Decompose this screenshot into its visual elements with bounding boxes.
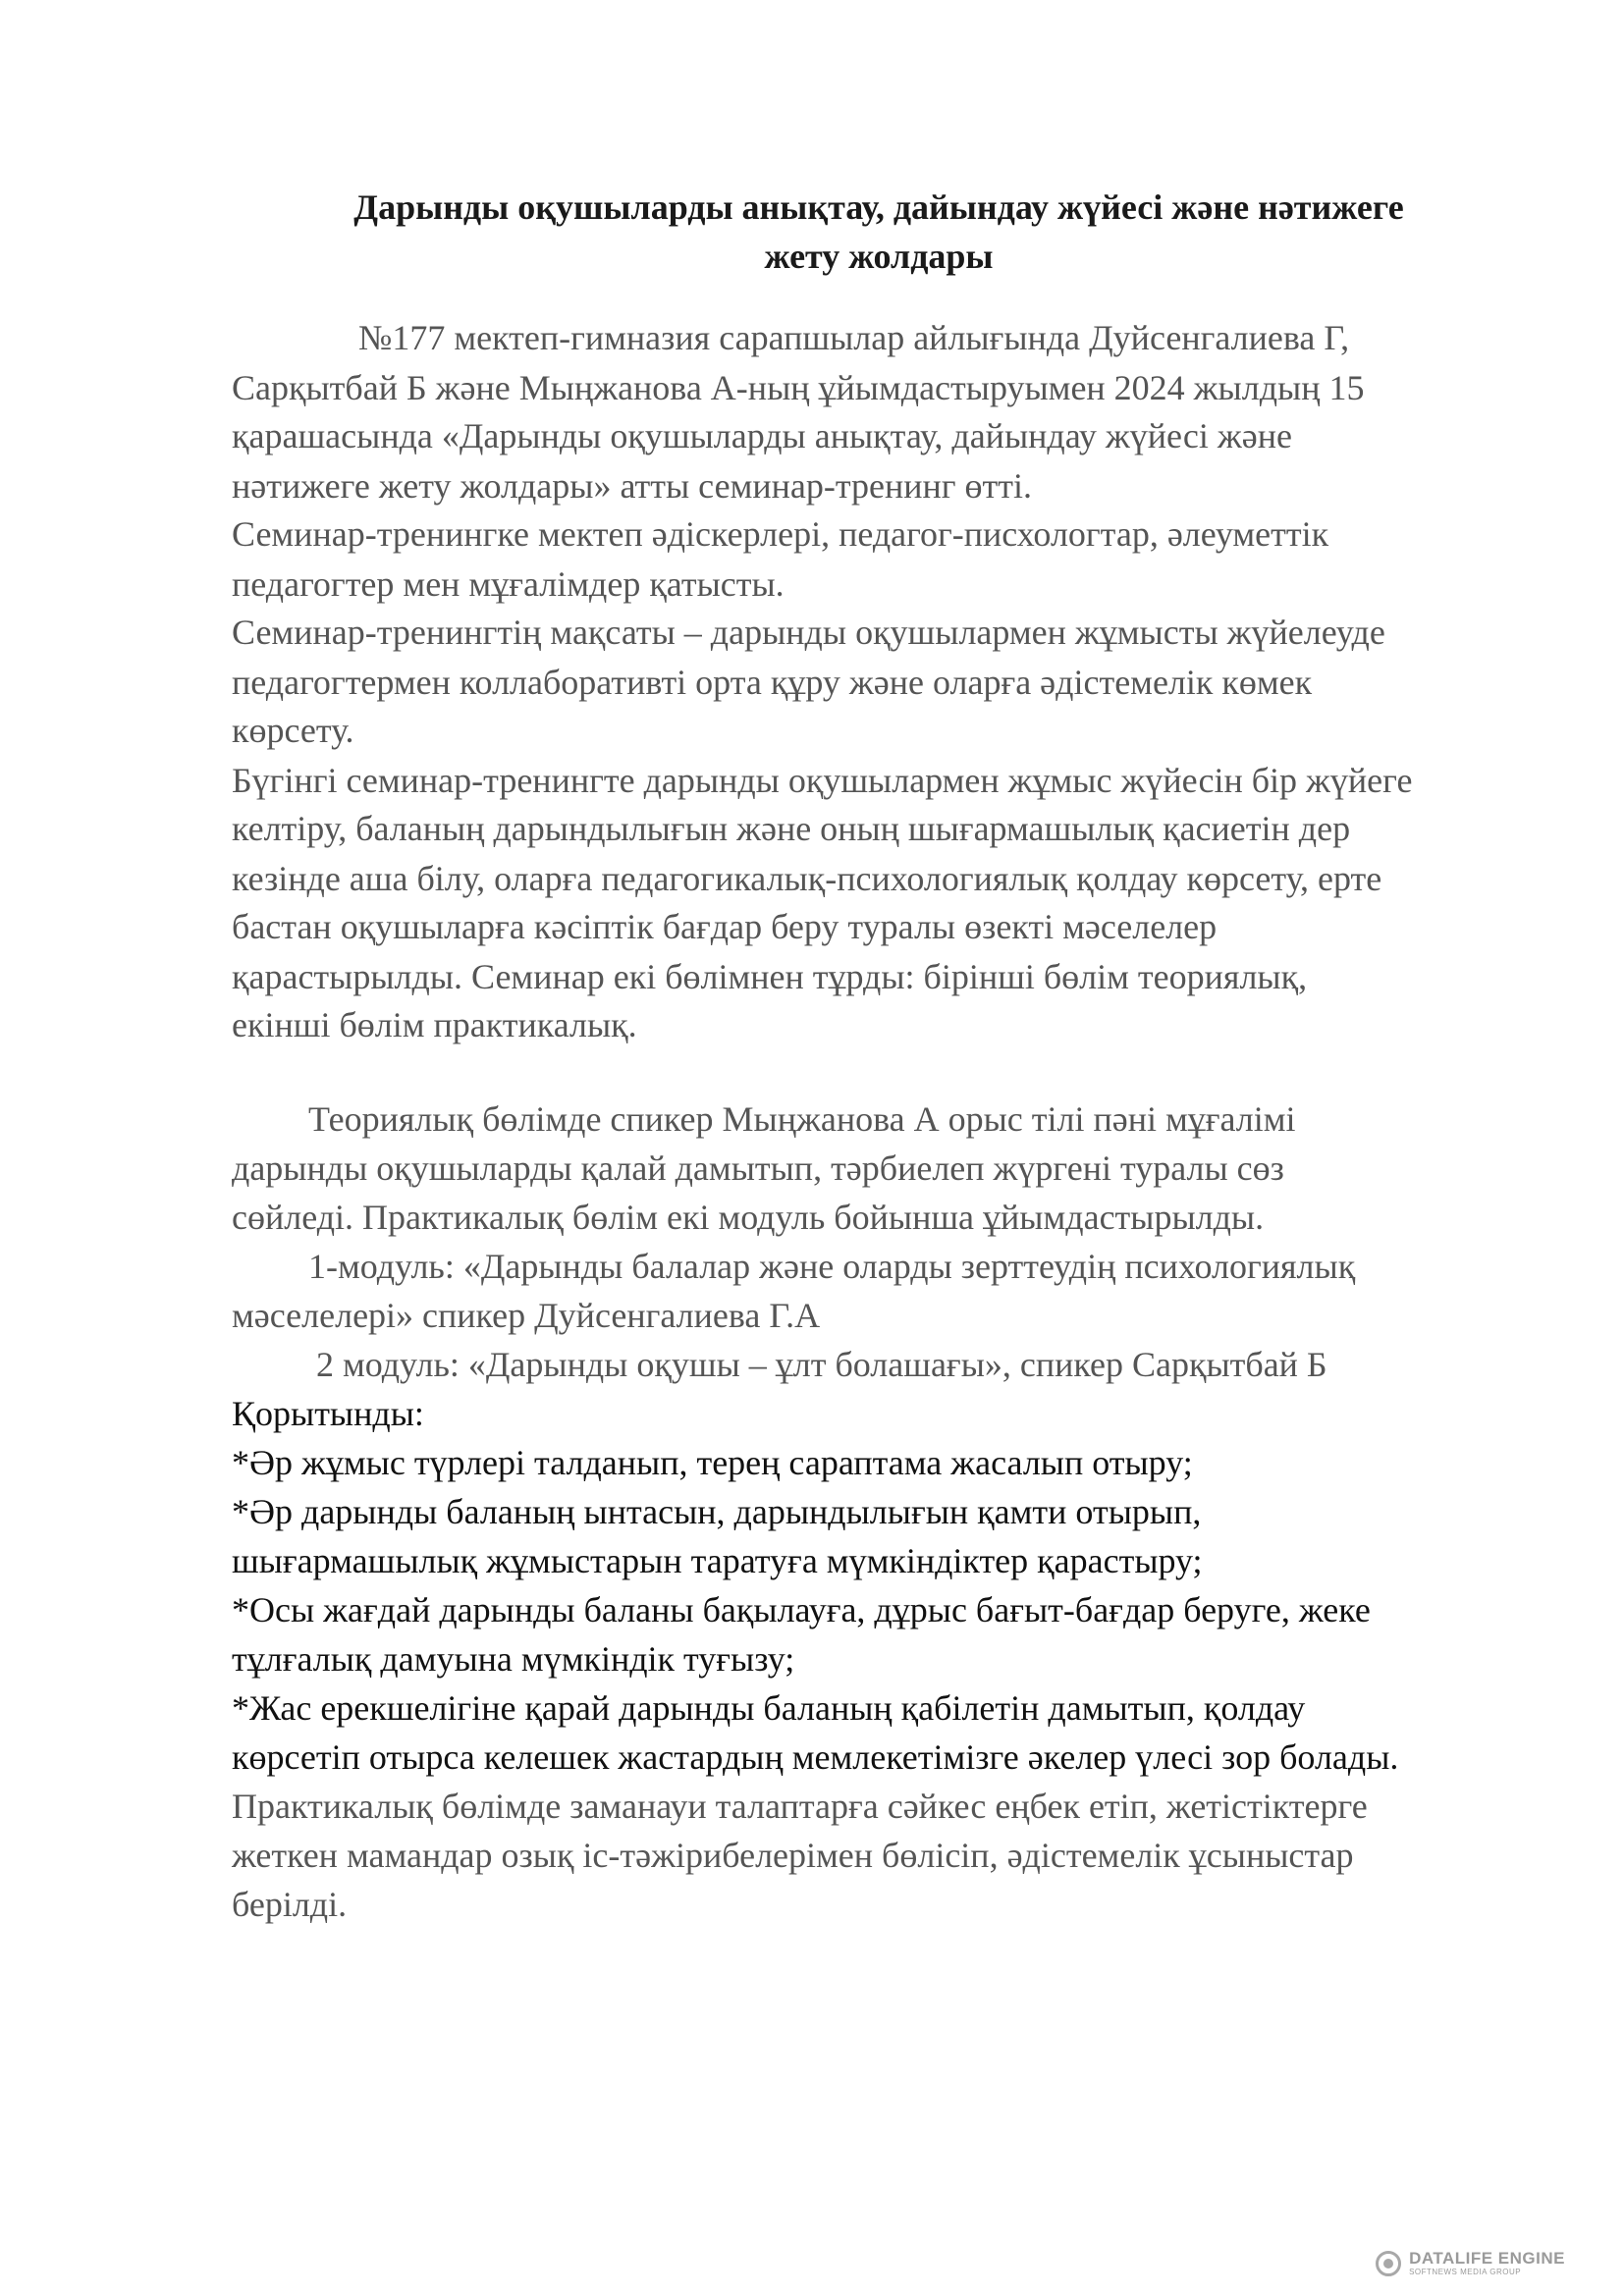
datalife-watermark — [1376, 2250, 1565, 2276]
body-line: Бүгінгі семинар-тренингте дарынды оқушылармен жұмыс жүйесін бір жүйеге — [232, 761, 1413, 800]
watermark-text — [1409, 2250, 1565, 2276]
body-line: 2 модуль: «Дарынды оқушы – ұлт болашағы», спикер Сарқытбай Б — [316, 1345, 1327, 1384]
body-line: мәселелері» спикер Дуйсенгалиева Г.А — [232, 1296, 821, 1335]
body-line: қарастырылды. Семинар екі бөлімнен тұрды: бірінші бөлім теориялық, — [232, 957, 1308, 996]
watermark-sub: SOFTNEWS MEDIA GROUP — [1409, 2268, 1522, 2276]
body-line: дарынды оқушыларды қалай дамытып, тәрбиелеп жүргені туралы сөз — [232, 1148, 1284, 1188]
body-line: көрсету. — [232, 711, 354, 750]
watermark-main: DATALIFE ENGINE — [1409, 2249, 1565, 2268]
body-line: бастан оқушыларға кәсіптік бағдар беру туралы өзекті мәселелер — [232, 907, 1218, 946]
body-line: Практикалық бөлімде заманауи талаптарға сәйкес еңбек етіп, жетістіктерге — [232, 1787, 1368, 1826]
conclusion-line: *Жас ерекшелігіне қарай дарынды баланың қабілетін дамытып, қолдау — [232, 1688, 1306, 1728]
body-line: Семинар-тренингке мектеп әдіскерлері, педагог-писхологтар, әлеуметтік — [232, 514, 1329, 554]
body-line: келтіру, баланың дарындылығын және оның шығармашылық қасиетін дер — [232, 809, 1351, 848]
body-line: екінші бөлім практикалық. — [232, 1005, 637, 1044]
body-line: кезінде аша білу, оларға педагогикалық-психологиялық қолдау көрсету, ерте — [232, 859, 1382, 898]
body-line: жеткен мамандар озық іс-тәжірибелерімен бөлісіп, әдістемелік ұсыныстар — [232, 1836, 1354, 1875]
conclusion-line: *Әр жұмыс түрлері талданып, терең сараптама жасалып отыру; — [232, 1443, 1193, 1482]
body-line: педагогтермен коллаборативті орта құру және оларға әдістемелік көмек — [232, 663, 1313, 702]
document-title — [226, 183, 1532, 281]
title-line-1: Дарынды оқушыларды анықтау, дайындау жүйесі және нәтижеге — [353, 187, 1404, 227]
body-line: сөйледі. Практикалық бөлім екі модуль бойынша ұйымдастырылды. — [232, 1198, 1265, 1237]
conclusion-line: *Әр дарынды баланың ынтасын, дарындылығын қамти отырып, — [232, 1492, 1202, 1531]
body-line: №177 мектеп-гимназия сарапшылар айлығында Дуйсенгалиева Г, — [358, 318, 1350, 357]
conclusion-line: тұлғалық дамуына мүмкіндік туғызу; — [232, 1639, 795, 1679]
body-line: 1-модуль: «Дарынды балалар және оларды зерттеудің психологиялық — [308, 1247, 1356, 1286]
body-line: қарашасында «Дарынды оқушыларды анықтау, дайындау жүйесі және — [232, 416, 1292, 455]
body-line: Теориялық бөлімде спикер Мыңжанова А орыс тілі пәні мұғалімі — [308, 1099, 1296, 1139]
conclusion-heading: Қорытынды: — [232, 1394, 424, 1433]
title-line-2: жету жолдары — [764, 237, 994, 276]
conclusion-line: шығармашылық жұмыстарын таратуға мүмкіндіктер қарастыру; — [232, 1541, 1203, 1580]
conclusion-line: *Осы жағдай дарынды баланы бақылауға, дұрыс бағыт-бағдар беруге, жеке — [232, 1590, 1371, 1629]
body-line: нәтижеге жету жолдары» атты семинар-тренинг өтті. — [232, 466, 1033, 506]
conclusion-line: көрсетіп отырса келешек жастардың мемлекетімізге әкелер үлесі зор болады. — [232, 1737, 1399, 1777]
body-line: педагогтер мен мұғалімдер қатысты. — [232, 564, 785, 604]
body-line: Семинар-тренингтің мақсаты – дарынды оқушылармен жұмысты жүйелеуде — [232, 613, 1385, 652]
datalife-logo-icon — [1376, 2251, 1401, 2276]
body-line: Сарқытбай Б және Мыңжанова А-ның ұйымдастыруымен 2024 жылдың 15 — [232, 368, 1365, 407]
body-line: берілді. — [232, 1885, 348, 1924]
